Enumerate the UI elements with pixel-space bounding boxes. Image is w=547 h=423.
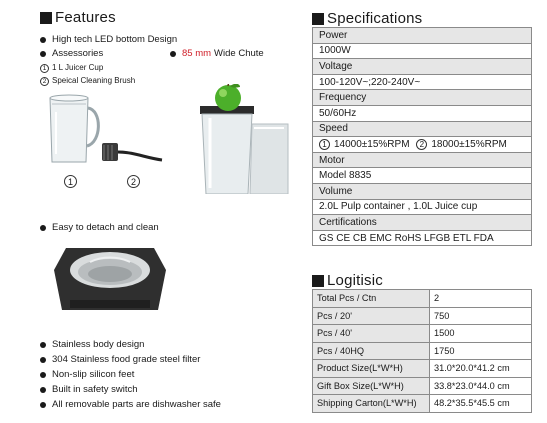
power-label: Power [313, 28, 532, 44]
table-row [313, 230, 532, 246]
table-row [313, 168, 532, 184]
image-number-1: 1 [64, 175, 77, 188]
table-row [313, 395, 532, 413]
feature-led-text: High tech LED bottom Design [52, 34, 178, 45]
bullet-icon [40, 37, 46, 43]
features-title: Features [55, 9, 116, 26]
cleaning-brush-image [98, 140, 166, 166]
table-row [313, 137, 532, 153]
square-bullet-icon [40, 12, 52, 24]
row-label: Pcs / 40HQ [313, 342, 430, 360]
table-row [313, 377, 532, 395]
features-heading [40, 9, 116, 26]
voltage-value: 100-120V~;220-240V~ [313, 74, 532, 90]
row-value: 33.8*23.0*44.0 cm [430, 377, 532, 395]
feature-accessories [40, 48, 103, 59]
voltage-label: Voltage [313, 59, 532, 75]
bullet-icon [40, 225, 46, 231]
list-item [40, 339, 144, 350]
power-value: 1000W [313, 43, 532, 59]
list-item-text: 304 Stainless food grade steel filter [52, 354, 201, 365]
chute-size: 85 mm [182, 48, 212, 59]
bullet-icon [40, 402, 46, 408]
accessory-1-text: 1 L Juicer Cup [52, 63, 104, 72]
certifications-label: Certifications [313, 215, 532, 231]
bullet-icon [40, 342, 46, 348]
row-label: Total Pcs / Ctn [313, 290, 430, 308]
accessory-2 [40, 76, 135, 86]
square-bullet-icon [312, 275, 324, 287]
row-label: Product Size(L*W*H) [313, 360, 430, 378]
circled-number: 1 [40, 64, 49, 73]
logistic-title: Logitisic [327, 272, 383, 289]
bullet-icon [40, 357, 46, 363]
speed-label: Speed [313, 121, 532, 137]
row-value: 31.0*20.0*41.2 cm [430, 360, 532, 378]
table-row [313, 28, 532, 44]
table-row [313, 342, 532, 360]
row-value: 48.2*35.5*45.5 cm [430, 395, 532, 413]
bullet-icon [170, 51, 176, 57]
table-row [313, 215, 532, 231]
juicer-apple-image [180, 84, 290, 194]
certifications-value: GS CE CB EMC RoHS LFGB ETL FDA [313, 230, 532, 246]
table-row [313, 290, 532, 308]
accessory-1 [40, 63, 103, 73]
chute-label: Wide Chute [214, 48, 264, 59]
list-item [40, 399, 221, 410]
specifications-heading [312, 10, 422, 27]
logistic-heading [312, 272, 383, 289]
list-item-text: Non-slip silicon feet [52, 369, 135, 380]
table-row [313, 59, 532, 75]
motor-label: Motor [313, 152, 532, 168]
motor-value: Model 8835 [313, 168, 532, 184]
table-row [313, 307, 532, 325]
table-row [313, 183, 532, 199]
volume-value: 2.0L Pulp container , 1.0L Juice cup [313, 199, 532, 215]
feature-led [40, 34, 177, 45]
row-value: 1750 [430, 342, 532, 360]
table-row [313, 152, 532, 168]
accessory-2-text: Speical Cleaning Brush [52, 76, 136, 85]
table-row [313, 360, 532, 378]
feature-chute [170, 48, 264, 59]
row-value: 750 [430, 307, 532, 325]
list-item-text: Stainless body design [52, 339, 145, 350]
table-row [313, 43, 532, 59]
bullet-icon [40, 372, 46, 378]
square-bullet-icon [312, 13, 324, 25]
table-row [313, 90, 532, 106]
list-item [40, 354, 200, 365]
bullet-icon [40, 387, 46, 393]
row-value: 2 [430, 290, 532, 308]
table-row [313, 325, 532, 343]
table-row [313, 105, 532, 121]
specifications-title: Specifications [327, 10, 423, 27]
list-item-text: All removable parts are dishwasher safe [52, 399, 221, 410]
frequency-label: Frequency [313, 90, 532, 106]
list-item [40, 369, 134, 380]
row-label: Gift Box Size(L*W*H) [313, 377, 430, 395]
speed-value [313, 137, 532, 153]
row-label: Pcs / 20' [313, 307, 430, 325]
table-row [313, 199, 532, 215]
row-label: Shipping Carton(L*W*H) [313, 395, 430, 413]
juicer-cup-image [42, 92, 106, 170]
speed-2: 18000±15%RPM [431, 138, 507, 150]
list-item [40, 384, 138, 395]
circled-number: 2 [40, 77, 49, 86]
specifications-table [312, 27, 532, 246]
logistic-table [312, 289, 532, 413]
image-number-2: 2 [127, 175, 140, 188]
feature-detach [40, 222, 159, 233]
row-value: 1500 [430, 325, 532, 343]
feature-detach-text: Easy to detach and clean [52, 222, 159, 233]
list-item-text: Built in safety switch [52, 384, 138, 395]
bullet-icon [40, 51, 46, 57]
circled-number: 2 [416, 139, 427, 150]
table-row [313, 121, 532, 137]
frequency-value: 50/60Hz [313, 105, 532, 121]
feature-accessories-text: Assessories [52, 48, 104, 59]
circled-number: 1 [319, 139, 330, 150]
volume-label: Volume [313, 183, 532, 199]
filter-basket-image [50, 240, 170, 320]
speed-1: 14000±15%RPM [334, 138, 410, 150]
row-label: Pcs / 40' [313, 325, 430, 343]
table-row [313, 74, 532, 90]
